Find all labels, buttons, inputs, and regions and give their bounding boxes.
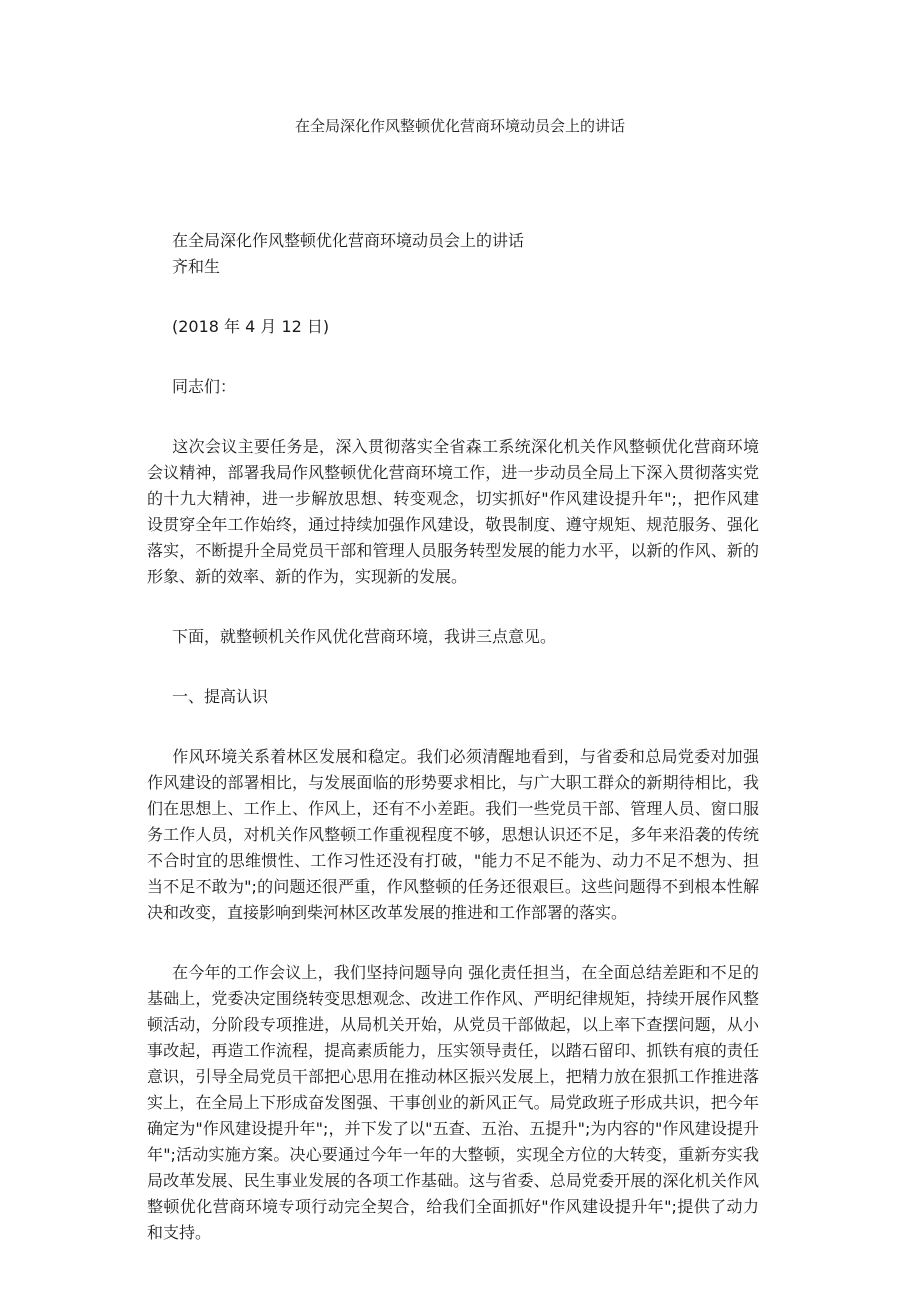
spacer bbox=[172, 650, 782, 684]
spacer bbox=[172, 400, 782, 434]
document-body bbox=[147, 228, 782, 1246]
paragraph-transition: 下面，就整顿机关作风优化营商环境，我讲三点意见。 bbox=[172, 627, 557, 646]
spacer bbox=[172, 926, 782, 960]
author-name: 齐和生 bbox=[172, 257, 221, 276]
salutation: 同志们： bbox=[172, 377, 237, 396]
document-heading: 在全局深化作风整顿优化营商环境动员会上的讲话 bbox=[172, 231, 525, 250]
spacer bbox=[172, 590, 782, 624]
page-title: 在全局深化作风整顿优化营商环境动员会上的讲话 bbox=[294, 117, 625, 135]
section-heading-1: 一、提高认识 bbox=[172, 687, 269, 706]
spacer bbox=[172, 280, 782, 314]
spacer bbox=[172, 710, 782, 744]
paragraph-work-meeting: 在今年的工作会议上，我们坚持问题导向 强化责任担当，在全面总结差距和不足的基础上，党委决定围绕转变思想观念、改进工作作风、严明纪律规矩，持续开展作风整顿活动，分阶段专项推进，从局机关开始，从党员干部做起，以上率下查摆问题，从小事改起，再造工作流程，提高素质能力，压实领导责任，以踏石留印、抓铁有痕的责任意识，引导全局党员干部把心思用在推动林区振兴发展上，把精力放在狠抓工作推进落实上，在全局上下形成奋发图强、干事创业的新风正气。局党政班子形成共识，把今年确定为"作风建设提升年";，并下发了以"五查、五治、五提升";为内容的"作风建设提升年";活动实施方案。决心要通过今年一年的大整顿，实现全方位的大转变，重新夯实我局改革发展、民生事业发展的各项工作基础。这与省委、总局党委开展的深化机关作风整顿优化营商环境专项行动完全契合，给我们全面抓好"作风建设提升年";提供了动力和支持。 bbox=[147, 963, 759, 1242]
speech-date: (2018 年 4 月 12 日) bbox=[172, 317, 330, 336]
paragraph-intro: 这次会议主要任务是，深入贯彻落实全省森工系统深化机关作风整顿优化营商环境会议精神，部署我局作风整顿优化营商环境工作，进一步动员全局上下深入贯彻落实党的十九大精神，进一步解放思想、转变观念，切实抓好"作风建设提升年";，把作风建设贯穿全年工作始终，通过持续加强作风建设，敬畏制度、遵守规矩、规范服务、强化落实，不断提升全局党员干部和管理人员服务转型发展的能力水平，以新的作风、新的形象、新的效率、新的作为，实现新的发展。 bbox=[147, 437, 759, 586]
paragraph-awareness: 作风环境关系着林区发展和稳定。我们必须清醒地看到，与省委和总局党委对加强作风建设的部署相比，与发展面临的形势要求相比，与广大职工群众的新期待相比，我们在思想上、工作上、作风上，还有不小差距。我们一些党员干部、管理人员、窗口服务工作人员，对机关作风整顿工作重视程度不够，思想认识还不足，多年来沿袭的传统不合时宜的思维惯性、工作习性还没有打破，"能力不足不能为、动力不足不想为、担当不足不敢为";的问题还很严重，作风整顿的任务还很艰巨。这些问题得不到根本性解决和改变，直接影响到柴河林区改革发展的推进和工作部署的落实。 bbox=[147, 747, 759, 922]
spacer bbox=[172, 340, 782, 374]
